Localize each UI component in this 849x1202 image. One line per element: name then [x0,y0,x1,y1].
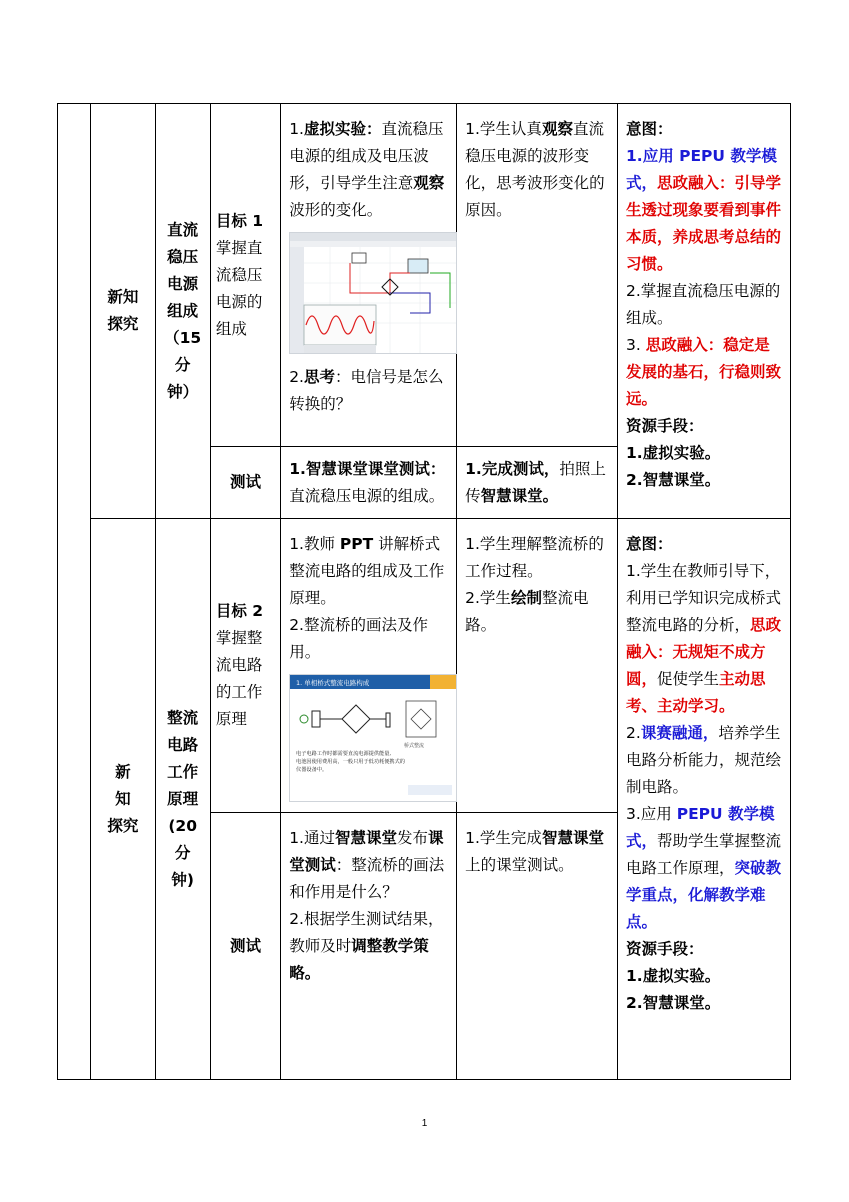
resource-item: 2.智慧课堂。 [626,471,721,489]
text: ：电信号是怎么转换的？ [289,368,444,413]
text: 3. [626,336,641,354]
topic-text: 整流 [167,708,199,727]
text: 虚拟实验： [303,120,382,138]
text: 思考 [303,368,335,386]
stage-text: 探究 [107,816,139,835]
topic-cell-2 [155,519,210,1080]
text: 绘制 [510,589,542,607]
text: 3.应用 [626,805,677,823]
text: 2.根据学生测试结果，教师及时 [289,910,444,955]
teacher-test-1 [281,447,457,519]
text: 2.学生 [465,589,511,607]
student-test-2 [457,813,618,1080]
text: 2.整流桥的画法及作用。 [289,616,428,661]
goal-text: 掌握直流稳压电源的组成 [215,238,263,338]
circuit-simulation-image [290,233,456,353]
text: 波形的变化。 [289,201,383,219]
text: 智慧课堂 [541,829,604,847]
text: 1.应用 PEPU 教学模式， [626,147,777,192]
resource-item: 1.虚拟实验。 [626,444,721,462]
text: 思政融入：无规矩不成方圆， [626,616,782,688]
text: 发布 [397,829,429,847]
student-activity-2 [457,519,618,813]
intent-title: 意图： [626,120,673,138]
test-label-1 [210,447,280,519]
topic-text: 原理 [167,789,199,808]
topic-cell-1 [155,104,210,519]
text: PPT [339,535,374,553]
test-label-2 [210,813,280,1080]
text: 1.学生理解整流桥的工作过程。 [465,535,604,580]
text: 1.通过 [289,829,335,847]
ppt-caption: 电池因使用费用高，一般只用于低功耗便携式的 [296,759,406,765]
text: 整流电路。 [465,589,589,634]
stage-text: 知 [115,789,131,808]
resource-title: 资源手段： [626,417,704,435]
text: 1.学生在教师引导下，利用已学知识完成桥式整流电路的分析， [626,562,782,634]
text: 1.智慧课堂课堂测试： [289,460,446,478]
text: 1. [289,120,304,138]
text: 帮助学生掌握整流电路工作原理， [626,832,782,877]
intent-cell-2 [618,519,791,1080]
topic-text: 钟） [167,382,199,401]
lesson-plan-table [57,103,791,1080]
stage-text: 探究 [107,315,139,333]
text: 拍照上传 [465,460,606,505]
text: 2.掌握直流稳压电源的组成。 [626,282,781,327]
text: 课赛融通， [640,724,719,742]
topic-text: （15 [164,328,202,347]
topic-text: 稳压 [167,247,199,266]
goal-cell-1 [210,104,280,447]
text: 直流稳压电源的组成及电压波形，引导学生注意 [289,120,444,192]
text: 1.学生完成 [465,829,542,847]
teacher-test-2 [281,813,457,1080]
resource-title: 资源手段： [626,940,704,958]
goal-text: 掌握整流电路的工作原理 [215,629,263,728]
topic-text: 组成 [167,301,199,320]
text: 观察 [413,174,445,192]
text: PEPU 教学模式， [626,805,775,850]
text: 测试 [229,936,261,955]
teacher-activity-1 [281,104,457,447]
stage-cell-1 [91,104,155,519]
student-test-1 [457,447,618,519]
text: 促使学生 [657,670,720,688]
resource-item: 1.虚拟实验。 [626,967,721,985]
ppt-title: 1. 单相桥式整流电路构成 [296,679,370,687]
text: 课堂测试 [289,829,444,874]
goal-label: 目标 1 [215,211,263,230]
topic-text: 电源 [167,274,199,293]
stage-text: 新知 [107,288,139,306]
text: 上的课堂测试。 [465,856,574,874]
topic-text: 工作 [167,762,199,781]
text: 1.学生认真 [465,120,542,138]
ppt-caption: 电子电路工作时都需要直流电源提供能量, [296,751,392,757]
topic-text: 分 [174,355,191,374]
text: 智慧课堂 [334,829,397,847]
goal-label: 目标 2 [215,602,263,620]
topic-text: 直流 [167,220,199,239]
stage-text: 新 [115,762,131,781]
goal-cell-2 [210,519,280,813]
topic-text: (20 [168,816,197,835]
text: 2. [289,368,304,386]
text: 讲解桥式整流电路的组成及工作原理。 [289,535,445,607]
resource-item: 2.智慧课堂。 [626,994,721,1012]
text: 调整教学策略。 [289,937,429,982]
teacher-activity-2 [281,519,457,813]
ppt-slide-image [289,674,457,802]
topic-text: 分 [174,843,191,862]
text: 观察 [541,120,573,138]
text: 1.教师 [289,535,340,553]
text: 思政融入：稳定是发展的基石，行稳则致远。 [626,336,782,408]
blank-column [58,104,91,1080]
text: 直流稳压电源的波形变化，思考波形变化的原因。 [465,120,605,219]
text: 主动思考、主动学习。 [626,670,766,715]
topic-text: 电路 [167,735,199,754]
bridge-rectifier-slide [290,675,456,801]
text: 2. [626,724,641,742]
text: 1.完成测试， [465,460,560,478]
student-activity-1 [457,104,618,447]
ppt-caption: 仪器设备中。 [296,767,328,773]
text: 突破教学重点，化解教学难点。 [626,859,782,931]
ppt-figure-label: 桥式整流 [404,743,425,749]
text: ：整流桥的画法和作用是什么？ [289,856,445,901]
text: 智慧课堂。 [480,487,559,505]
intent-title: 意图： [626,535,673,553]
stage-cell-2 [91,519,155,1080]
text: 培养学生电路分析能力，规范绘制电路。 [626,724,782,796]
page-number: 1 [421,1118,428,1129]
text: 测试 [229,473,261,491]
text: 直流稳压电源的组成。 [289,487,445,505]
text: 思政融入：引导学生透过现象要看到事件本质，养成思考总结的习惯。 [626,174,782,273]
intent-cell-1 [618,104,791,519]
topic-text: 钟) [171,870,194,889]
virtual-experiment-screenshot [289,232,457,354]
